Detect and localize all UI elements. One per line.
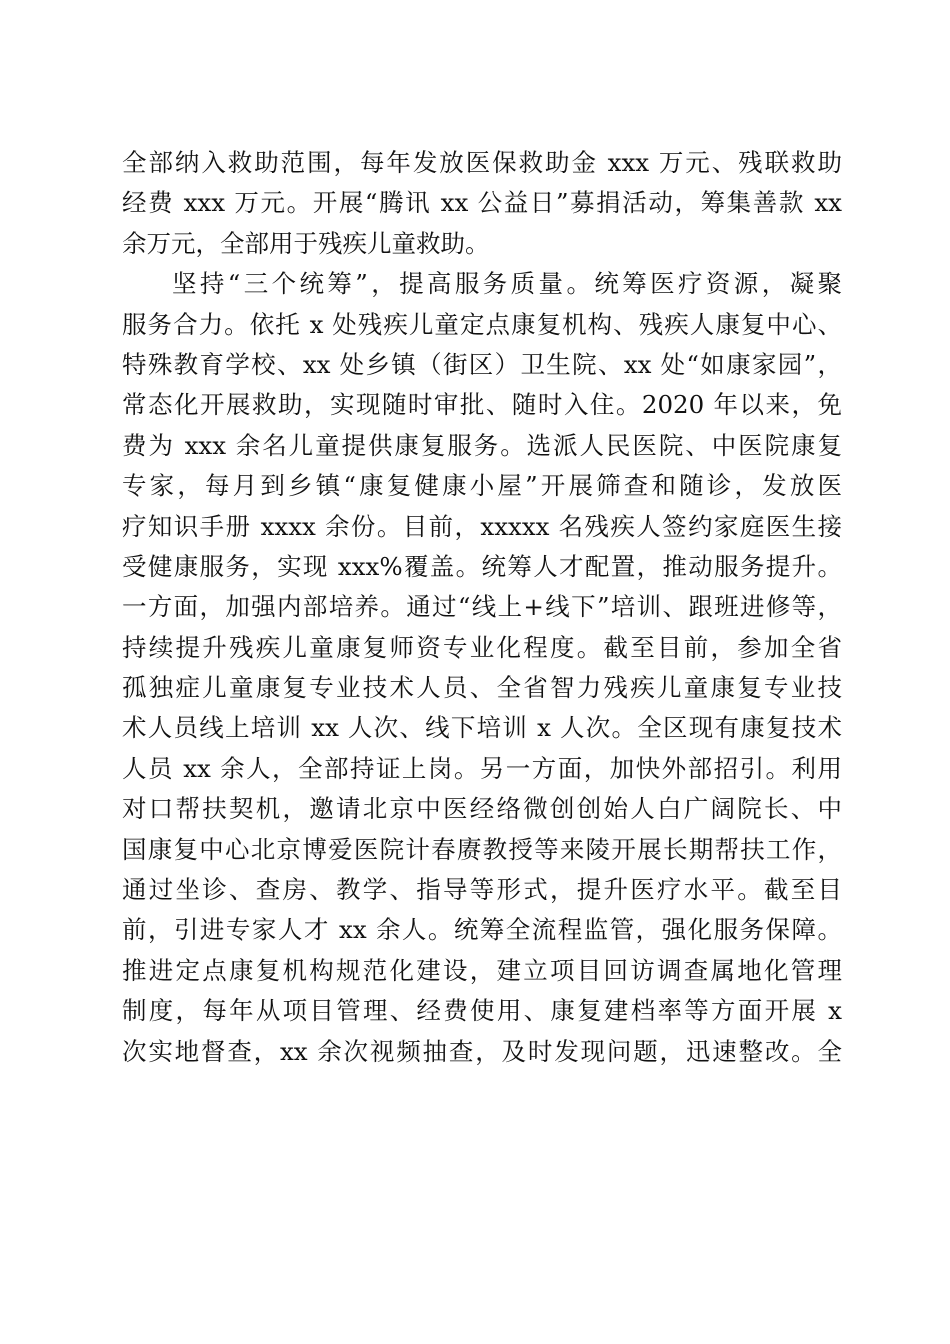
text-line: 人员 xx 余人，全部持证上岗。另一方面，加快外部招引。利用 [122, 753, 842, 783]
paragraph-first-line: 坚持“三个统筹”，提高服务质量。统筹医疗资源，凝聚 [172, 269, 842, 299]
text-line: 孤独症儿童康复专业技术人员、全省智力残疾儿童康复专业技 [122, 673, 842, 703]
text-line: 通过坐诊、查房、教学、指导等形式，提升医疗水平。截至目 [122, 875, 842, 905]
text-line: 受健康服务，实现 xxx%覆盖。统筹人才配置，推动服务提升。 [122, 551, 842, 581]
text-line: 疗知识手册 xxxx 余份。目前，xxxxx 名残疾人签约家庭医生接 [122, 511, 842, 541]
text-line: 常态化开展救助，实现随时审批、随时入住。2020 年以来，免 [122, 390, 842, 420]
text-line: 对口帮扶契机，邀请北京中医经络微创创始人白广阔院长、中 [122, 794, 842, 824]
text-line: 专家，每月到乡镇“康复健康小屋”开展筛查和随诊，发放医 [122, 471, 842, 501]
text-line: 一方面，加强内部培养。通过“线上+线下”培训、跟班进修等， [122, 592, 842, 622]
body-text [122, 143, 842, 1072]
text-line: 次实地督查，xx 余次视频抽查，及时发现问题，迅速整改。全 [122, 1036, 842, 1066]
text-line: 特殊教育学校、xx 处乡镇（街区）卫生院、xx 处“如康家园”， [122, 349, 842, 379]
text-line: 制度，每年从项目管理、经费使用、康复建档率等方面开展 x [122, 996, 842, 1026]
text-line: 持续提升残疾儿童康复师资专业化程度。截至目前，参加全省 [122, 632, 842, 662]
text-line: 全部纳入救助范围，每年发放医保救助金 xxx 万元、残联救助 [122, 148, 842, 177]
text-line: 前，引进专家人才 xx 余人。统筹全流程监管，强化服务保障。 [122, 915, 842, 945]
text-line: 术人员线上培训 xx 人次、线下培训 x 人次。全区现有康复技术 [122, 713, 842, 743]
text-line: 余万元，全部用于残疾儿童救助。 [122, 228, 490, 258]
text-line: 经费 xxx 万元。开展“腾讯 xx 公益日”募捐活动，筹集善款 xx [122, 188, 842, 218]
text-line: 费为 xxx 余名儿童提供康复服务。选派人民医院、中医院康复 [122, 430, 842, 460]
text-line: 服务合力。依托 x 处残疾儿童定点康复机构、残疾人康复中心、 [122, 309, 842, 339]
text-line: 推进定点康复机构规范化建设，建立项目回访调查属地化管理 [122, 955, 842, 985]
text-line: 国康复中心北京博爱医院计春赓教授等来陵开展长期帮扶工作， [122, 834, 842, 864]
